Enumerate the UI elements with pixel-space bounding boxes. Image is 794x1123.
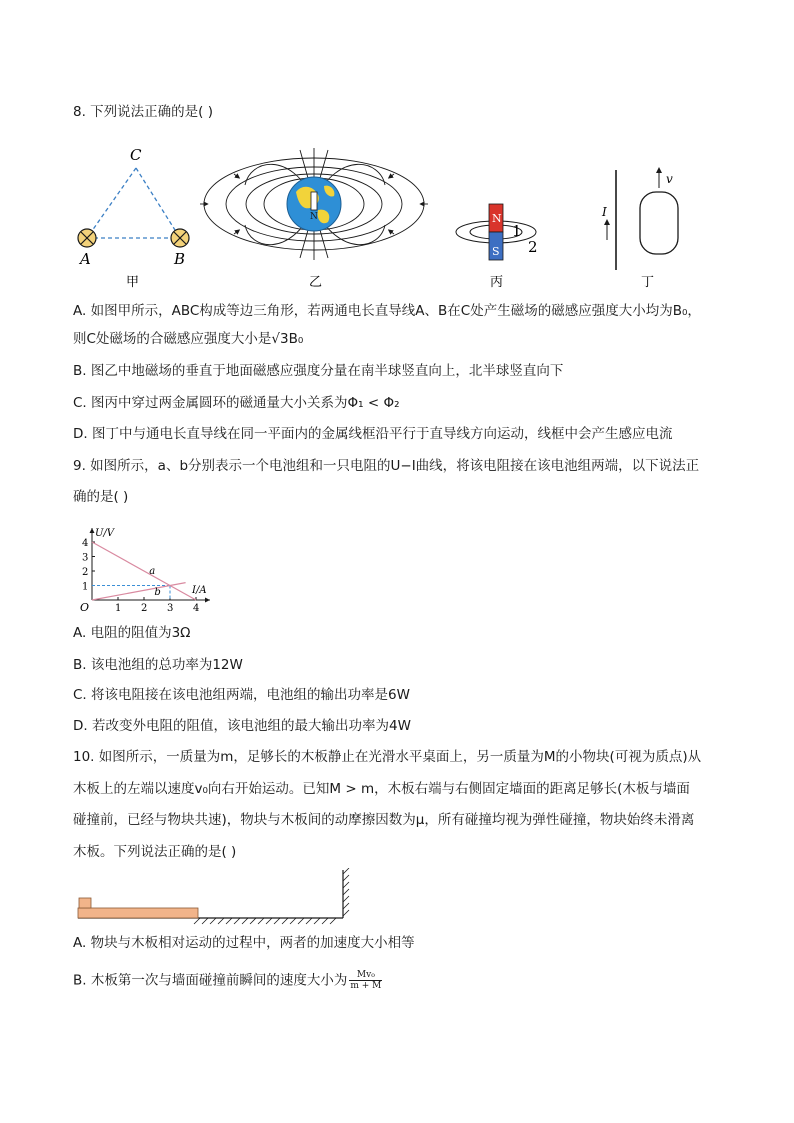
figure-yi (200, 148, 428, 260)
figure-jia (78, 146, 189, 290)
x-axis-label: I/A (192, 585, 207, 596)
small-block (79, 898, 91, 908)
q10-stem-line1: 10. 如图所示，一质量为m，足够长的木板静止在光滑水平桌面上，另一质量为M的小物块(可视为质点)从 (73, 749, 702, 765)
magnet-n-label: N (492, 212, 502, 225)
origin-label: O (80, 601, 90, 614)
x-tick-label: 4 (193, 603, 200, 614)
figure-bing (456, 204, 538, 290)
ring-2-label: 2 (528, 238, 538, 256)
x-axis-arrow (205, 598, 210, 603)
q9-option-a: A. 电阻的阻值为3Ω (73, 625, 191, 641)
q9-option-d: D. 若改变外电阻的阻值，该电池组的最大输出功率为4W (73, 718, 411, 734)
q9-stem-line2: 确的是( ) (73, 489, 129, 505)
fig-label-jia: 甲 (126, 275, 140, 290)
x-tick-label: 1 (115, 603, 122, 614)
fig-label-bing: 丙 (490, 275, 504, 290)
ui-chart (70, 515, 230, 615)
y-axis-label: U/V (95, 528, 115, 539)
current-i-label: I (602, 205, 607, 219)
magnet-s-label: S (492, 245, 500, 258)
wooden-board (78, 908, 198, 918)
label-b: B (174, 250, 186, 268)
figure-ding (601, 170, 678, 290)
q8-stem: 8. 下列说法正确的是( ) (73, 104, 213, 120)
y-tick-label: 4 (82, 538, 89, 549)
y-axis-arrow (90, 528, 95, 533)
velocity-v-label: v (666, 172, 673, 186)
q8-figures (0, 140, 794, 315)
wall-hatch (343, 868, 349, 916)
wire-a-icon (78, 229, 96, 247)
q8-option-b: B. 图乙中地磁场的垂直于地面磁感应强度分量在南半球竖直向上，北半球竖直向下 (73, 363, 564, 379)
q10-stem-line3: 碰撞前，已经与物块共速)，物块与木板间的动摩擦因数为μ，所有碰撞均视为弹性碰撞，物块始终未滑离 (73, 812, 695, 828)
q8-option-a-line1: A. 如图甲所示，ABC构成等边三角形，若两通电长直导线A、B在C处产生磁场的磁感应强度大小均为B₀， (73, 303, 701, 319)
series-line-a (92, 542, 196, 600)
ring-1-label: 1 (512, 222, 522, 240)
q10-stem-line4: 木板。下列说法正确的是( ) (73, 844, 237, 860)
table-hatch (194, 918, 336, 924)
q9-stem-line1: 9. 如图所示，a、b分别表示一个电池组和一只电阻的U−I曲线，将该电阻接在该电池组两端，以下说法正 (73, 458, 700, 474)
label-c: C (130, 146, 142, 164)
fig-label-ding: 丁 (641, 275, 655, 290)
q9-option-c: C. 将该电阻接在该电池组两端，电池组的输出功率是6W (73, 687, 410, 703)
q10-stem-line2: 木板上的左端以速度v₀向右开始运动。已知M > m，木板右端与右侧固定墙面的距离足够长(木板与墙面 (73, 781, 690, 797)
earth-n-label: N (310, 212, 318, 222)
wire-b-icon (171, 229, 189, 247)
y-tick-label: 2 (82, 567, 89, 578)
y-tick-label: 3 (82, 552, 89, 564)
q8-option-a-line2: 则C处磁场的合磁感应强度大小是√3B₀ (73, 331, 304, 347)
q10-option-b-fraction: $\frac{\text{Mv₀}}{m + M}$ (350, 970, 382, 991)
q9-option-b: B. 该电池组的总功率为12W (73, 657, 243, 673)
x-tick-label: 2 (141, 603, 148, 614)
q10-figure (70, 868, 370, 928)
fig-label-yi: 乙 (309, 275, 323, 290)
series-label-a: a (149, 565, 156, 577)
wire-loop (640, 192, 678, 254)
y-tick-label: 1 (82, 581, 89, 593)
series-label-b: b (154, 586, 161, 598)
x-tick-label: 3 (167, 603, 174, 614)
q10-option-b (73, 970, 382, 991)
q10-option-a: A. 物块与木板相对运动的过程中，两者的加速度大小相等 (73, 935, 415, 951)
q8-option-d: D. 图丁中与通电长直导线在同一平面内的金属线框沿平行于直导线方向运动，线框中会产生感应电流 (73, 426, 673, 442)
q8-option-c: C. 图丙中穿过两金属圆环的磁通量大小关系为Φ₁ < Φ₂ (73, 395, 400, 411)
label-a: A (80, 250, 91, 268)
q10-option-b-text: B. 木板第一次与墙面碰撞前瞬间的速度大小为 (73, 972, 348, 989)
